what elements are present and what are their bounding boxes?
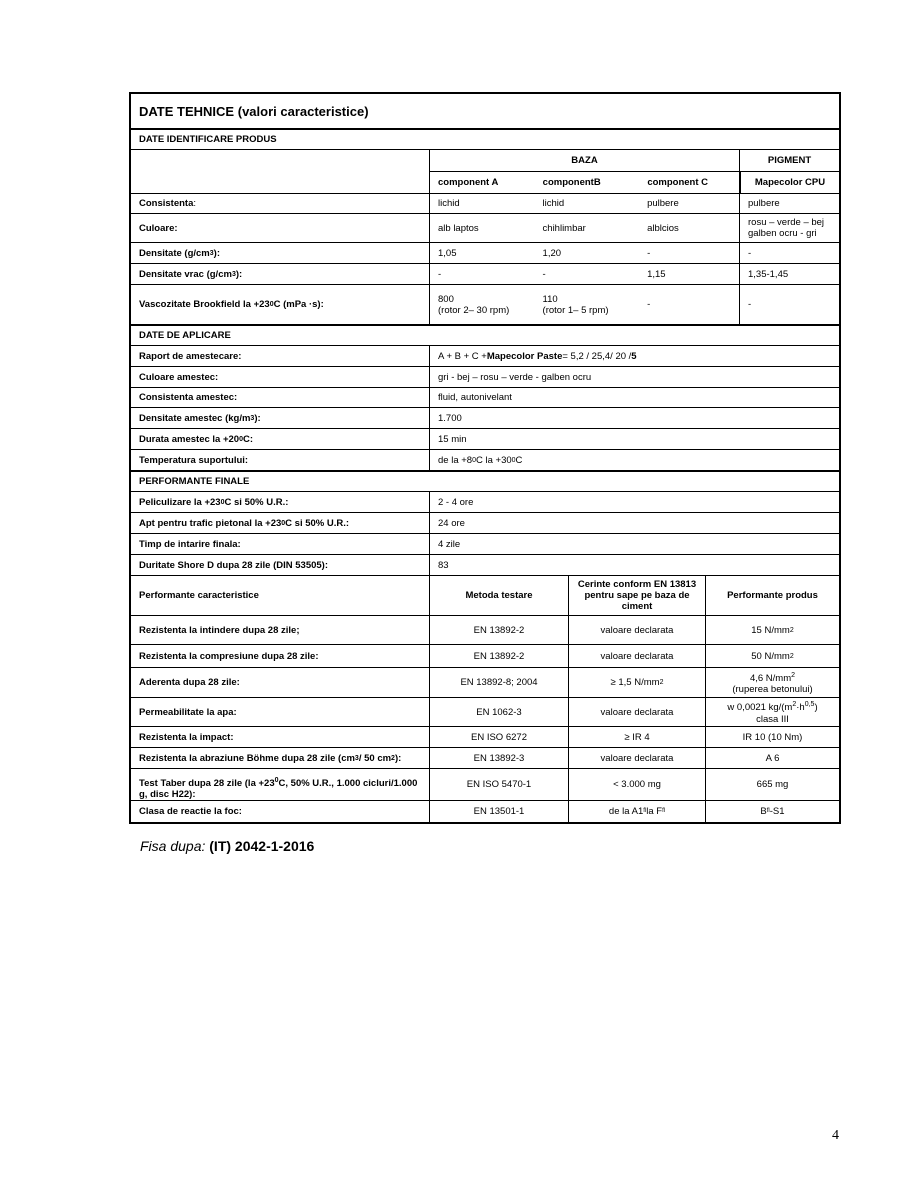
row-label: Duritate Shore D dupa 28 zile (DIN 53505): — [139, 559, 328, 571]
cerinte-value: valoare declarata — [568, 645, 705, 667]
perf-value: 665 mg — [705, 769, 839, 800]
perf-value: 50 N/mm 2 — [705, 645, 839, 667]
row-value: 15 min — [429, 429, 839, 449]
section-final — [131, 471, 839, 492]
section-identification — [131, 129, 839, 150]
table-row — [131, 450, 839, 471]
row-value: 24 ore — [429, 513, 839, 533]
table-row — [131, 513, 839, 534]
table-row — [131, 285, 839, 325]
metoda-value: EN ISO 5470-1 — [429, 769, 568, 800]
baza-values: - - 1,15 — [429, 264, 739, 284]
table-row — [131, 748, 839, 769]
metoda-value: EN ISO 6272 — [429, 727, 568, 747]
table-row — [131, 645, 839, 668]
title-main: DATE TEHNICE — [139, 103, 235, 119]
row-label: Consistenta amestec: — [139, 392, 238, 403]
section-title: PERFORMANTE FINALE — [139, 476, 250, 487]
perf-header-cell: Performante produs — [705, 576, 839, 615]
metoda-value: EN 1062-3 — [429, 698, 568, 726]
row-value: 83 — [429, 555, 839, 575]
row-value: 2 - 4 ore — [429, 492, 839, 512]
component-c-header: component C — [647, 177, 709, 188]
metoda-header: Metoda testare — [429, 576, 568, 615]
row-value: 1.700 — [429, 408, 839, 428]
table-row — [131, 555, 839, 576]
footer-source — [140, 838, 314, 854]
table-row — [131, 698, 839, 727]
component-b-header: componentB — [542, 177, 601, 188]
table-row — [131, 429, 839, 450]
table-row — [131, 214, 839, 243]
table-title — [131, 94, 839, 128]
cerinte-value: ≥ IR 4 — [568, 727, 705, 747]
perf-value: IR 10 (10 Nm) — [705, 727, 839, 747]
baza-values: alb laptos chihlimbar alblcios — [429, 214, 739, 242]
table-row — [131, 769, 839, 801]
table-row — [131, 243, 839, 264]
perf-value: 15 N/mm 2 — [705, 616, 839, 644]
table-row — [131, 534, 839, 555]
baza-values: 1,05 1,20 - — [429, 243, 739, 263]
perf-value: w 0,0021 $kg/(m^2\cdot h^{0,5})$ clasa III — [705, 698, 839, 726]
row-value: A + B + C + Mapecolor Paste = 5,2 / 25,4/ 20 / 5 — [429, 346, 839, 366]
row-label: Raport de amestecare: — [139, 350, 242, 362]
table-row — [131, 367, 839, 388]
section-title: DATE IDENTIFICARE PRODUS — [139, 134, 277, 145]
row-label: Densitate amestec (kg/m 3 ): — [139, 412, 261, 424]
footer-italic: Fisa dupa: — [140, 838, 206, 854]
baza-header — [429, 150, 739, 193]
row-label: Temperatura suportului: — [139, 454, 249, 466]
row-label: Vascozitate Brookfield la +23 0 C (mPa ·s): — [139, 299, 324, 310]
cerinte-value: ≥ 1,5 N/mm 2 — [568, 668, 705, 697]
table-row — [131, 668, 839, 698]
table-row — [131, 727, 839, 748]
cerinte-value: valoare declarata — [568, 616, 705, 644]
cerinte-header: Cerinte conform EN 13813 pentru sape pe baza de ciment — [568, 576, 705, 615]
row-label: Rezistenta la compresiune dupa 28 zile: — [139, 650, 319, 662]
title-suffix: (valori caracteristice) — [237, 103, 369, 119]
cerinte-value: de la A1 fl la F fl — [568, 801, 705, 822]
section-title: DATE DE APLICARE — [139, 330, 231, 341]
row-label: Rezistenta la intindere dupa 28 zile; — [139, 624, 300, 636]
metoda-value: EN 13892-2 — [429, 645, 568, 667]
blank-cell — [131, 150, 429, 193]
row-label: Rezistenta la abraziune Böhme dupa 28 zile (cm 3 / 50 cm 2 ): — [139, 752, 402, 764]
metoda-value: EN 13892-8; 2004 — [429, 668, 568, 697]
baza-values: 800 (rotor 2– 30 rpm) 110 (rotor 1– 5 rpm) - — [429, 285, 739, 324]
row-label: Consistenta : — [139, 198, 197, 209]
row-label: Test Taber dupa 28 zile ($la +23^0C$, 50% U.R., 1.000 cicluri/1.000 g, disc H22): — [139, 777, 418, 800]
table-row — [131, 194, 839, 214]
pigment-value: pulbere — [739, 194, 839, 213]
row-label: Aderenta dupa 28 zile: — [139, 677, 240, 688]
perf-label-header: Performante caracteristice — [139, 590, 259, 601]
component-a-header: component A — [438, 177, 499, 188]
row-label: Timp de intarire finala: — [139, 538, 241, 550]
row-label: Densitate (g/cm 3 ): — [139, 247, 220, 259]
table-row — [131, 408, 839, 429]
table-row — [131, 616, 839, 645]
mapecolor-header: Mapecolor CPU — [740, 172, 839, 193]
table-row — [131, 346, 839, 367]
metoda-value: EN 13892-3 — [429, 748, 568, 768]
footer-bold: (IT) 2042-1-2016 — [209, 838, 315, 854]
metoda-value: EN 13501-1 — [429, 801, 568, 822]
table-title-row — [131, 94, 839, 129]
table-row — [131, 492, 839, 513]
row-value: gri - bej – rosu – verde - galben ocru — [429, 367, 839, 387]
row-value: 4 zile — [429, 534, 839, 554]
pigment-value: 1,35-1,45 — [739, 264, 839, 284]
row-label: Clasa de reactie la foc: — [139, 806, 242, 817]
pigment-value: rosu – verde – bej galben ocru - gri — [739, 214, 839, 242]
row-label: Durata amestec la +20 0 C: — [139, 433, 254, 445]
row-label: Culoare: — [139, 222, 178, 234]
cerinte-value: valoare declarata — [568, 698, 705, 726]
baza-values: lichid lichid pulbere — [429, 194, 739, 213]
baza-label: BAZA — [430, 150, 739, 172]
row-label: Rezistenta la impact: — [139, 731, 234, 743]
technical-data-table — [129, 92, 841, 824]
page-number: 4 — [832, 1128, 839, 1143]
pigment-label: PIGMENT — [740, 150, 839, 172]
ident-header — [131, 150, 839, 194]
pigment-value: - — [739, 243, 839, 263]
row-label: Permeabilitate la apa: — [139, 706, 237, 718]
table-row — [131, 388, 839, 408]
table-row — [131, 264, 839, 285]
row-label: Culoare amestec: — [139, 371, 219, 383]
row-value: de la +8 0 C la +30 0 C — [429, 450, 839, 470]
pigment-header — [739, 150, 839, 193]
metoda-value: EN 13892-2 — [429, 616, 568, 644]
row-label: Apt pentru trafic pietonal la +23 0 C si 50% U.R.: — [139, 517, 350, 529]
row-value: fluid, autonivelant — [429, 388, 839, 407]
section-application — [131, 325, 839, 346]
table-row — [131, 801, 839, 822]
perf-header — [131, 576, 839, 616]
cerinte-value: < 3.000 mg — [568, 769, 705, 800]
perf-value: 4,6 $N/mm^2$ (ruperea betonului) — [705, 668, 839, 697]
cerinte-value: valoare declarata — [568, 748, 705, 768]
row-label: Peliculizare la +23 0 C si 50% U.R.: — [139, 496, 289, 508]
perf-value: A 6 — [705, 748, 839, 768]
pigment-value: - — [739, 285, 839, 324]
row-label: Densitate vrac (g/cm 3 ): — [139, 268, 243, 280]
perf-value: B fl -S1 — [705, 801, 839, 822]
